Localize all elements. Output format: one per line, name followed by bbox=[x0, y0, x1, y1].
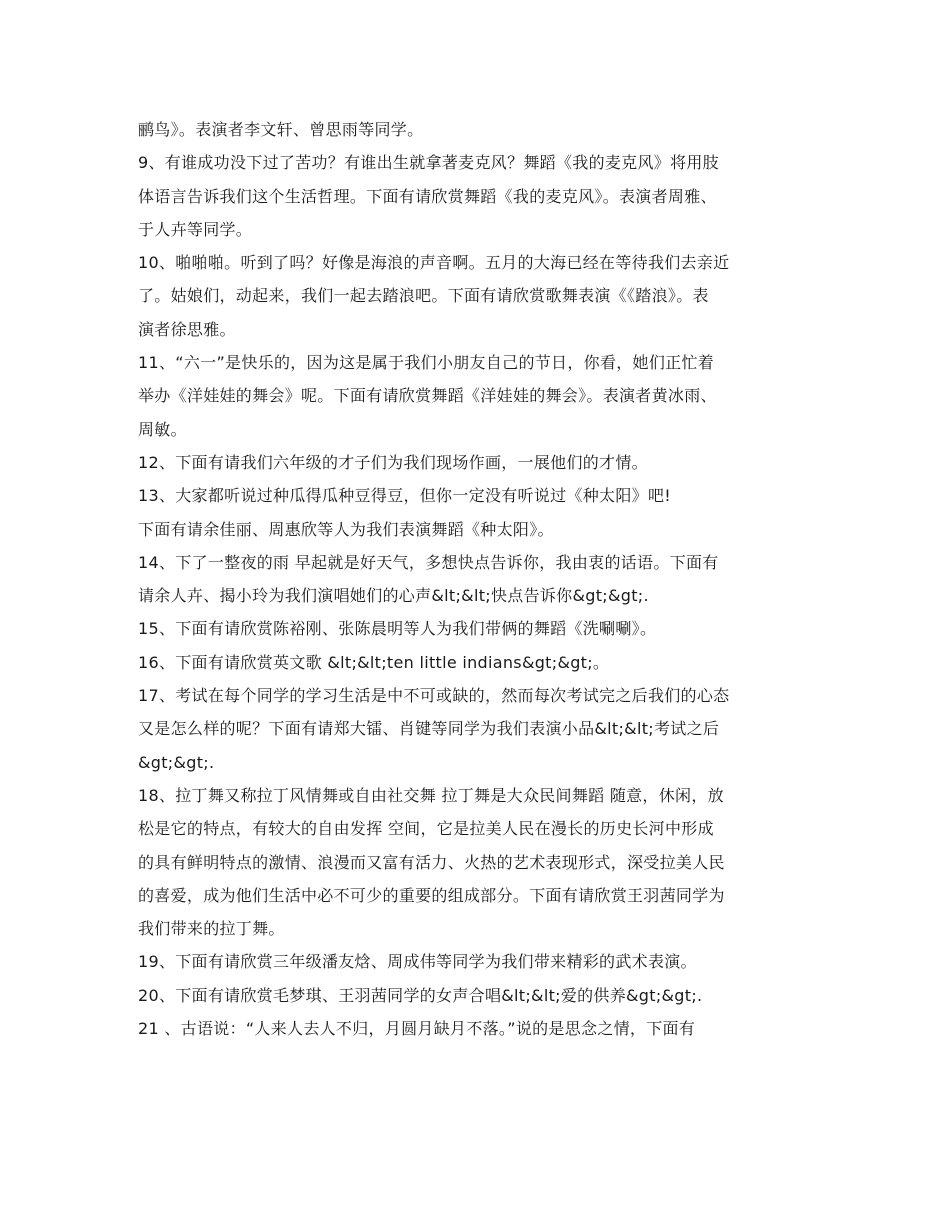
text-line: 请余人卉、揭小玲为我们演唱她们的心声&lt;&lt;快点告诉你&gt;&gt;. bbox=[138, 586, 649, 606]
text-line: 鹂鸟》。表演者李文轩、曾思雨等同学。 bbox=[138, 120, 424, 139]
text-line: 11、“六一”是快乐的，因为这是属于我们小朋友自己的节日，你看，她们正忙着 bbox=[138, 353, 715, 373]
text-line: 了。姑娘们，动起来，我们一起去踏浪吧。下面有请欣赏歌舞表演《《踏浪》。表 bbox=[138, 286, 709, 306]
text-line: 12、下面有请我们六年级的才子们为我们现场作画，一展他们的才情。 bbox=[138, 452, 648, 472]
text-line: 13、大家都听说过种瓜得瓜种豆得豆，但你一定没有听说过《种太阳》吧! bbox=[138, 486, 671, 506]
text-line: 举办《洋娃娃的舞会》呢。下面有请欣赏舞蹈《洋娃娃的舞会》。表演者黄冰雨、 bbox=[138, 386, 717, 406]
text-line: 演者徐思雅。 bbox=[138, 319, 236, 339]
text-line: 于人卉等同学。 bbox=[138, 219, 253, 239]
text-line: 14、下了一整夜的雨 早起就是好天气，多想快点告诉你，我由衷的话语。下面有 bbox=[138, 552, 719, 572]
text-line: 又是怎么样的呢？下面有请郑大镭、肖键等同学为我们表演小品&lt;&lt;考试之后 bbox=[138, 719, 720, 739]
text-line: 18、拉丁舞又称拉丁风情舞或自由社交舞 拉丁舞是大众民间舞蹈 随意，休闲，放 bbox=[138, 785, 724, 805]
text-line: 10、啪啪啪。听到了吗？好像是海浪的声音啊。五月的大海已经在等待我们去亲近 bbox=[138, 253, 730, 273]
text-line: 17、考试在每个同学的学习生活是中不可或缺的，然而每次考试完之后我们的心态 bbox=[138, 686, 730, 706]
text-line: 松是它的特点，有较大的自由发挥 空间，它是拉美人民在漫长的历史长河中形成 bbox=[138, 819, 714, 839]
text-line: 的喜爱，成为他们生活中必不可少的重要的组成部分。下面有请欣赏王羽茜同学为 bbox=[138, 885, 725, 905]
text-line: 下面有请余佳丽、周惠欣等人为我们表演舞蹈《种太阳》。 bbox=[138, 519, 554, 539]
text-line: 16、下面有请欣赏英文歌 &lt;&lt;ten little indians&gt;&gt;。 bbox=[138, 652, 610, 672]
text-line: 21 、古语说：“人来人去人不归，月圆月缺月不落。”说的是思念之情，下面有 bbox=[138, 1019, 696, 1039]
text-line: 我们带来的拉丁舞。 bbox=[138, 919, 285, 939]
text-line: 周敏。 bbox=[138, 419, 187, 439]
text-line: &gt;&gt;. bbox=[138, 752, 215, 772]
text-line: 的具有鲜明特点的激情、浪漫而又富有活力、火热的艺术表现形式，深受拉美人民 bbox=[138, 852, 725, 872]
document-body bbox=[138, 113, 818, 1045]
text-line: 9、有谁成功没下过了苦功？有谁出生就拿著麦克风？舞蹈《我的麦克风》将用肢 bbox=[138, 153, 719, 173]
text-line: 体语言告诉我们这个生活哲理。下面有请欣赏舞蹈《我的麦克风》。表演者周雅、 bbox=[138, 186, 717, 206]
text-line: 20、下面有请欣赏毛梦琪、王羽茜同学的女声合唱&lt;&lt;爱的供养&gt;&gt;. bbox=[138, 985, 703, 1005]
text-line: 15、下面有请欣赏陈裕刚、张陈晨明等人为我们带俩的舞蹈《洗唰唰》。 bbox=[138, 619, 657, 639]
text-line: 19、下面有请欣赏三年级潘友焓、周成伟等同学为我们带来精彩的武术表演。 bbox=[138, 952, 697, 972]
